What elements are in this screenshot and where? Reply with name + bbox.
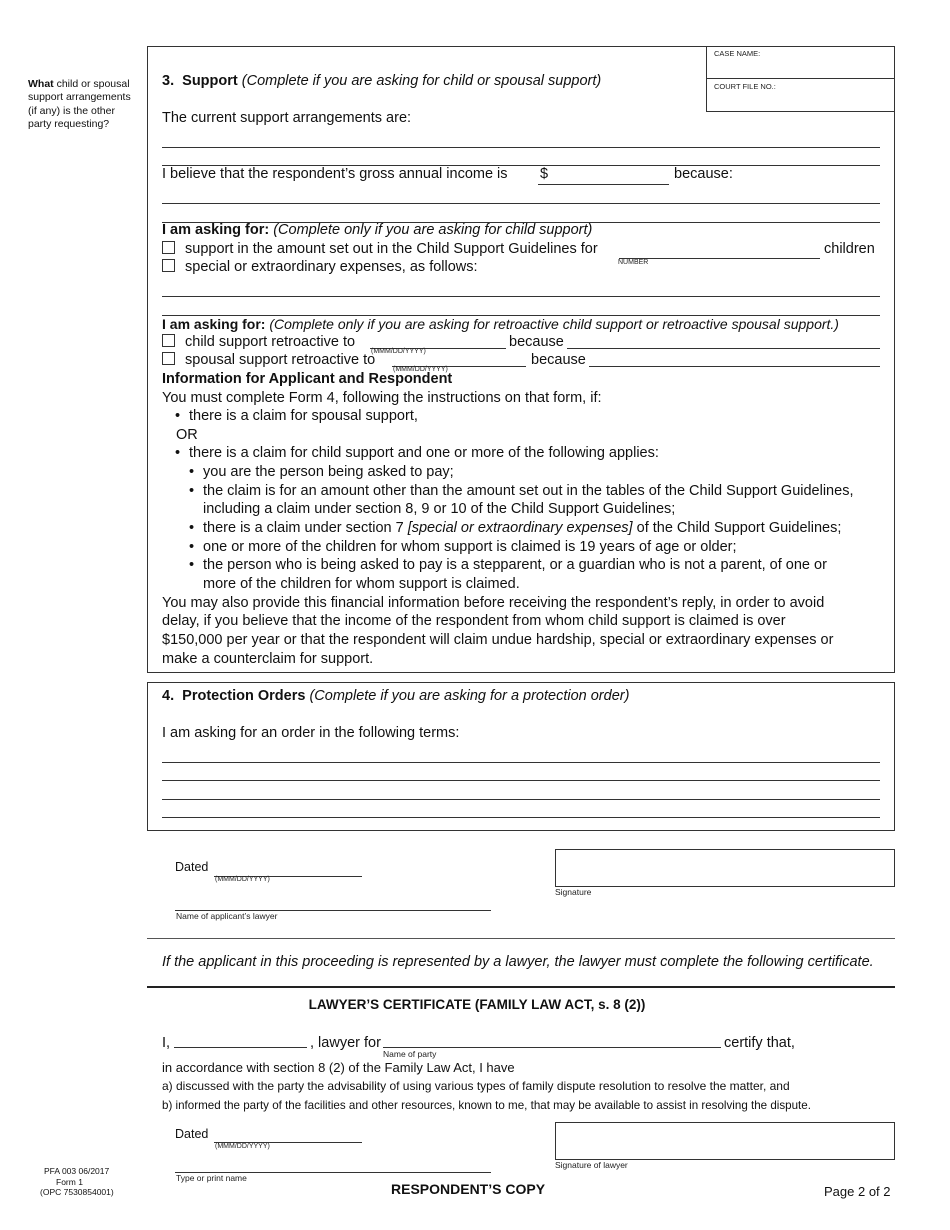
cert-print-name-label: Type or print name [176,1173,247,1183]
info-title: Information for Applicant and Respondent [162,371,453,387]
signature-box[interactable] [555,849,895,887]
opc-number: (OPC 7530854001) [40,1187,114,1197]
retro-child-because-input[interactable] [567,348,880,349]
children-label: children [824,241,875,257]
order-terms-label: I am asking for an order in the following terms: [162,725,460,741]
expenses-line-1[interactable] [162,296,880,297]
sub-bullet-3: • there is a claim under section 7 [special or extraordinary expenses] of the Child Support Guidelines; [203,520,841,536]
lawyer-name-label: Name of applicant’s lawyer [176,911,278,921]
cert-accordance: in accordance with section 8 (2) of the Family Law Act, I have [162,1060,515,1075]
cert-lawyer-name-input[interactable] [174,1047,307,1048]
copy-label: RESPONDENT’S COPY [391,1181,546,1197]
info-bullet-2: • there is a claim for child support and one or more of the following applies: [189,445,659,461]
retro-spousal-checkbox[interactable] [162,352,175,365]
case-name-input[interactable] [710,58,890,76]
cert-signature-label: Signature of lawyer [555,1160,628,1170]
retro-child-because: because [509,334,564,350]
retro-spousal-date-format: (MMM/DD/YYYY) [393,366,448,373]
dated-label: Dated [175,860,209,874]
sub-bullet-4: • one or more of the children for whom support is claimed is 19 years of age or older; [203,539,737,555]
retro-spousal-label: spousal support retroactive to [185,352,376,368]
cert-dated-format: (MMM/DD/YYYY) [215,1143,270,1150]
because-line-1[interactable] [162,203,880,204]
special-expenses-checkbox[interactable] [162,259,175,272]
order-line-4[interactable] [162,817,880,818]
number-label: NUMBER [618,259,649,266]
guidelines-checkbox[interactable] [162,241,175,254]
info-para-2: delay, if you believe that the income of the respondent from whom child support is claimed is over [162,613,786,629]
form-id-block [40,1166,158,1198]
guidelines-label: support in the amount set out in the Child Support Guidelines for [185,241,598,257]
info-para-3: $150,000 per year or that the respondent will claim undue hardship, special or extraordinary expenses or [162,632,834,648]
case-name-label: CASE NAME: [714,49,761,58]
sub-bullet-5b: more of the children for whom support is claimed. [203,576,520,592]
cert-i: I, [162,1035,171,1051]
info-bullet-1: • there is a claim for spousal support, [189,408,418,424]
certificate-rule [147,986,895,988]
cert-party-input[interactable] [383,1047,721,1048]
sub-bullet-1: • you are the person being asked to pay; [203,464,454,480]
form-number: Form 1 [56,1176,83,1187]
children-number-input[interactable] [619,258,820,259]
signature-label: Signature [555,887,592,897]
certificate-notice: If the applicant in this proceeding is represented by a lawyer, the lawyer must complete the following certificate. [162,954,874,970]
order-line-1[interactable] [162,762,880,763]
section4-box [147,682,895,831]
margin-note: What child or spousal support arrangements (if any) is the other party requesting? [28,78,131,131]
page-number: Page 2 of 2 [824,1184,891,1199]
current-arrangements-label: The current support arrangements are: [162,110,412,126]
info-or: OR [176,427,198,443]
special-expenses-label: special or extraordinary expenses, as follows: [185,259,478,275]
sub-bullet-5a: • the person who is being asked to pay is a stepparent, or a guardian who is not a parent, of one or [203,557,827,573]
cert-signature-box[interactable] [555,1122,895,1160]
income-suffix: because: [674,166,733,182]
info-para-4: make a counterclaim for support. [162,651,374,667]
cert-lawyer-for: , lawyer for [310,1035,381,1051]
dollar-sign: $ [540,166,549,182]
retro-child-label: child support retroactive to [185,334,356,350]
court-file-label: COURT FILE NO.: [714,82,776,91]
asking-child-heading: I am asking for: (Complete only if you are asking for child support) [162,222,593,238]
sub-bullet-2a: • the claim is for an amount other than the amount set out in the tables of the Child Support Guidelines, [203,483,853,499]
certificate-top-rule [147,938,895,939]
cert-certify: certify that, [724,1035,795,1051]
court-file-input[interactable] [710,91,890,109]
order-line-2[interactable] [162,780,880,781]
info-intro: You must complete Form 4, following the instructions on that form, if: [162,390,602,406]
sub-bullet-2b: including a claim under section 8, 9 or 10 of the Child Support Guidelines; [203,501,676,517]
form-id: PFA 003 06/2017 [44,1166,110,1176]
dated-format: (MMM/DD/YYYY) [215,876,270,883]
certificate-title: LAWYER’S CERTIFICATE (FAMILY LAW ACT, s. 8 (2)) [308,997,646,1012]
income-input[interactable] [538,184,669,185]
asking-retro-heading: I am asking for: (Complete only if you are asking for retroactive child support or retroactive spousal support.) [162,316,839,332]
retro-spousal-because-input[interactable] [589,366,880,367]
section3-heading: 3. Support (Complete if you are asking for child or spousal support) [162,73,602,89]
retro-child-checkbox[interactable] [162,334,175,347]
income-prefix: I believe that the respondent’s gross annual income is [162,166,508,182]
arrangements-line-1[interactable] [162,147,880,148]
cert-dated-label: Dated [175,1127,209,1141]
retro-child-date-format: (MMM/DD/YYYY) [371,348,426,355]
order-line-3[interactable] [162,799,880,800]
cert-name-of-party: Name of party [383,1049,437,1059]
section4-heading: 4. Protection Orders (Complete if you are asking for a protection order) [162,688,630,704]
retro-spousal-because: because [531,352,586,368]
cert-item-a: a) discussed with the party the advisability of using various types of family dispute resolution to resolve the matter, and [162,1079,790,1093]
cert-item-b: b) informed the party of the facilities and other resources, known to me, that may be available to assist in resolving the dispute. [162,1099,811,1112]
info-para-1: You may also provide this financial information before receiving the respondent’s reply, in order to avoid [162,595,825,611]
